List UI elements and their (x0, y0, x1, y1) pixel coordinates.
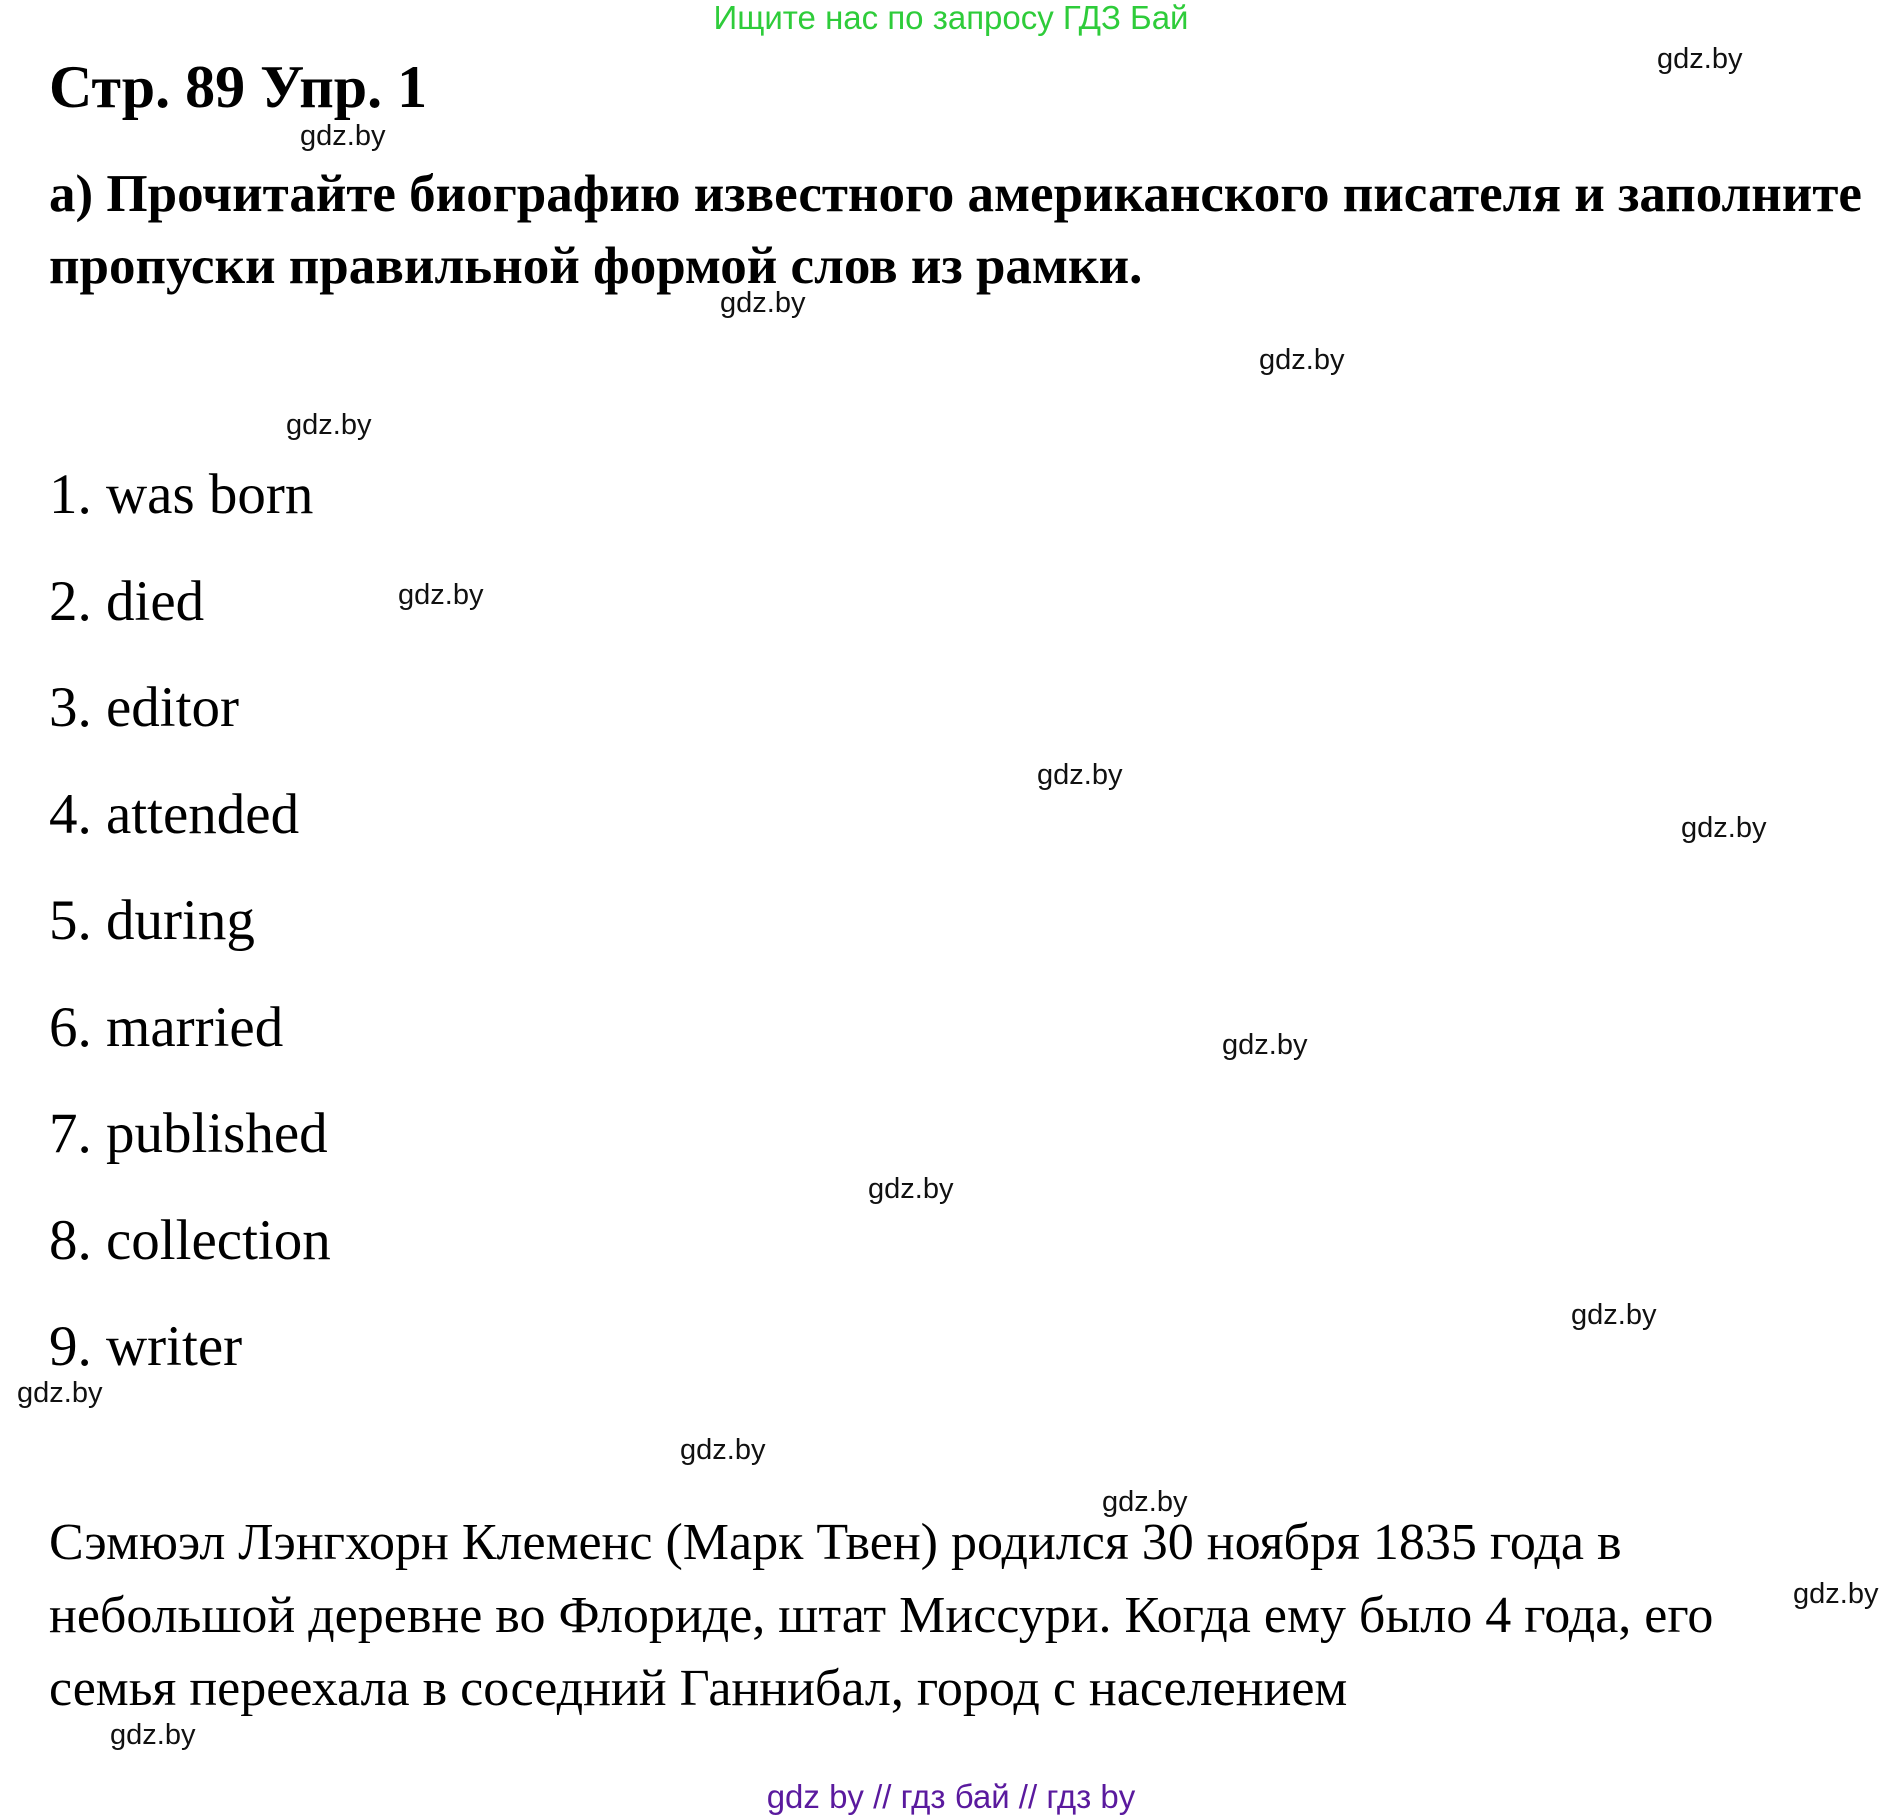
answer-item: 4. attended (49, 782, 300, 846)
answer-item: 2. died (49, 569, 205, 633)
footer-links: gdz by // гдз бай // гдз by (766, 1778, 1136, 1815)
watermark: gdz.by (300, 120, 386, 152)
watermark: gdz.by (1259, 344, 1345, 376)
watermark: gdz.by (17, 1377, 103, 1409)
watermark: gdz.by (1102, 1486, 1188, 1518)
watermark: gdz.by (680, 1434, 766, 1466)
watermark: gdz.by (868, 1173, 954, 1205)
watermark: gdz.by (1037, 759, 1123, 791)
answer-list (49, 442, 331, 1401)
translation-text: Сэмюэл Лэнгхорн Клеменс (Марк Твен) родился 30 ноября 1835 года в небольшой деревне во Флориде, штат Миссури. Когда ему было 4 года, его семья переехала в соседний Ганнибал, город с населением (49, 1514, 1714, 1717)
page-title: Стр. 89 Упр. 1 (49, 54, 428, 120)
answer-item: 8. collection (49, 1208, 331, 1272)
answer-item: 5. during (49, 889, 255, 952)
answer-item: 7. published (49, 1102, 328, 1165)
watermark: gdz.by (720, 287, 806, 319)
watermark: gdz.by (1793, 1578, 1879, 1610)
watermark: gdz.by (1657, 43, 1743, 75)
answer-item: 3. editor (49, 676, 239, 739)
watermark: gdz.by (1571, 1299, 1657, 1331)
answer-item: 1. was born (49, 463, 314, 526)
watermark: gdz.by (286, 409, 372, 441)
answer-item: 9. writer (49, 1315, 243, 1378)
watermark: gdz.by (1681, 812, 1767, 844)
search-hint-banner: Ищите нас по запросу ГДЗ Бай (713, 0, 1189, 36)
watermark: gdz.by (110, 1719, 196, 1751)
answer-item: 6. married (49, 995, 284, 1059)
watermark: gdz.by (1222, 1029, 1308, 1061)
task-instructions: а) Прочитайте биографию известного американского писателя и заполните пропуски правильной формой слов из рамки. (49, 165, 1862, 295)
watermark: gdz.by (398, 579, 484, 611)
